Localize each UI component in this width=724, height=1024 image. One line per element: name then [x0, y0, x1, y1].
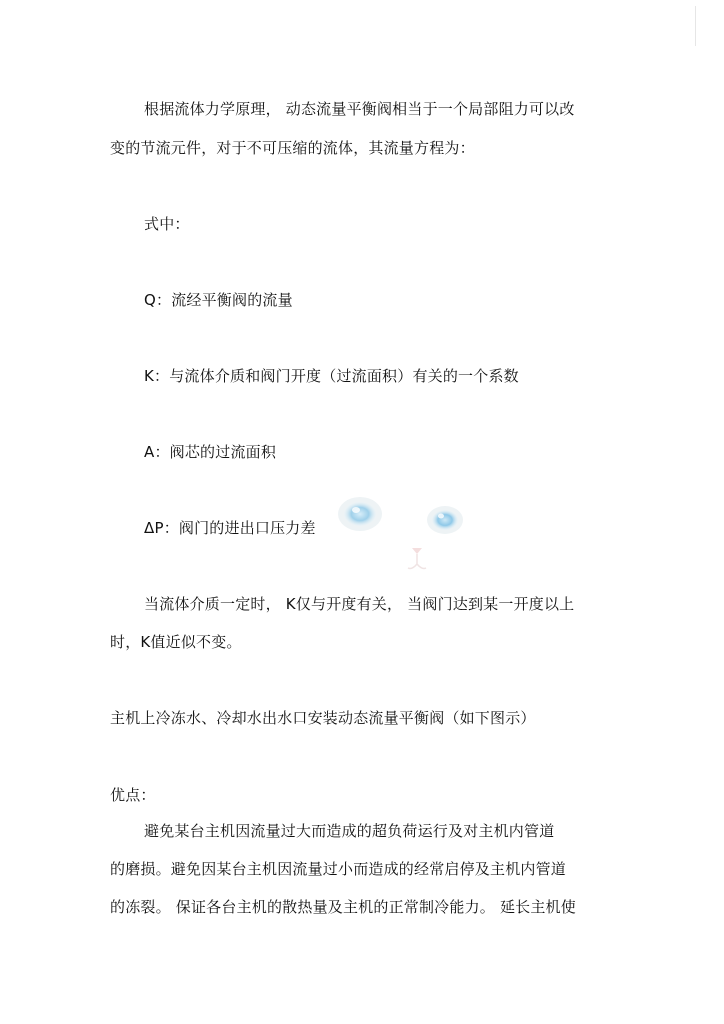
advantages-line-1: 避免某台主机因流量过大而造成的超负荷运行及对主机内管道: [144, 822, 555, 840]
cat-eyes-watermark-icon: [330, 490, 470, 590]
advantages-line-3: 的冻裂。 保证各台主机的散热量及主机的正常制冷能力。 延长主机使: [110, 898, 576, 916]
definition-delta-p: ΔP：阀门的进出口压力差: [144, 519, 316, 537]
paragraph-intro-line-2: 变的节流元件，对于不可压缩的流体，其流量方程为：: [110, 139, 475, 157]
advantages-heading: 优点：: [110, 786, 156, 804]
paragraph-intro-line-1: 根据流体力学原理， 动态流量平衡阀相当于一个局部阻力可以改: [144, 100, 575, 118]
k-note-line-2: 时，K值近似不变。: [110, 633, 242, 651]
k-note-line-1: 当流体介质一定时， K仅与开度有关， 当阀门达到某一开度以上: [144, 595, 575, 613]
install-note: 主机上冷冻水、冷却水出水口安装动态流量平衡阀（如下图示）: [110, 709, 536, 727]
definition-k: K：与流体介质和阀门开度（过流面积）有关的一个系数: [144, 367, 519, 385]
where-label: 式中：: [144, 215, 190, 233]
definition-q: Q：流经平衡阀的流量: [144, 291, 293, 309]
page-edge-divider: [695, 6, 696, 46]
definition-a: A：阀芯的过流面积: [144, 443, 277, 461]
advantages-line-2: 的磨损。避免因某台主机因流量过小而造成的经常启停及主机内管道: [110, 860, 567, 878]
